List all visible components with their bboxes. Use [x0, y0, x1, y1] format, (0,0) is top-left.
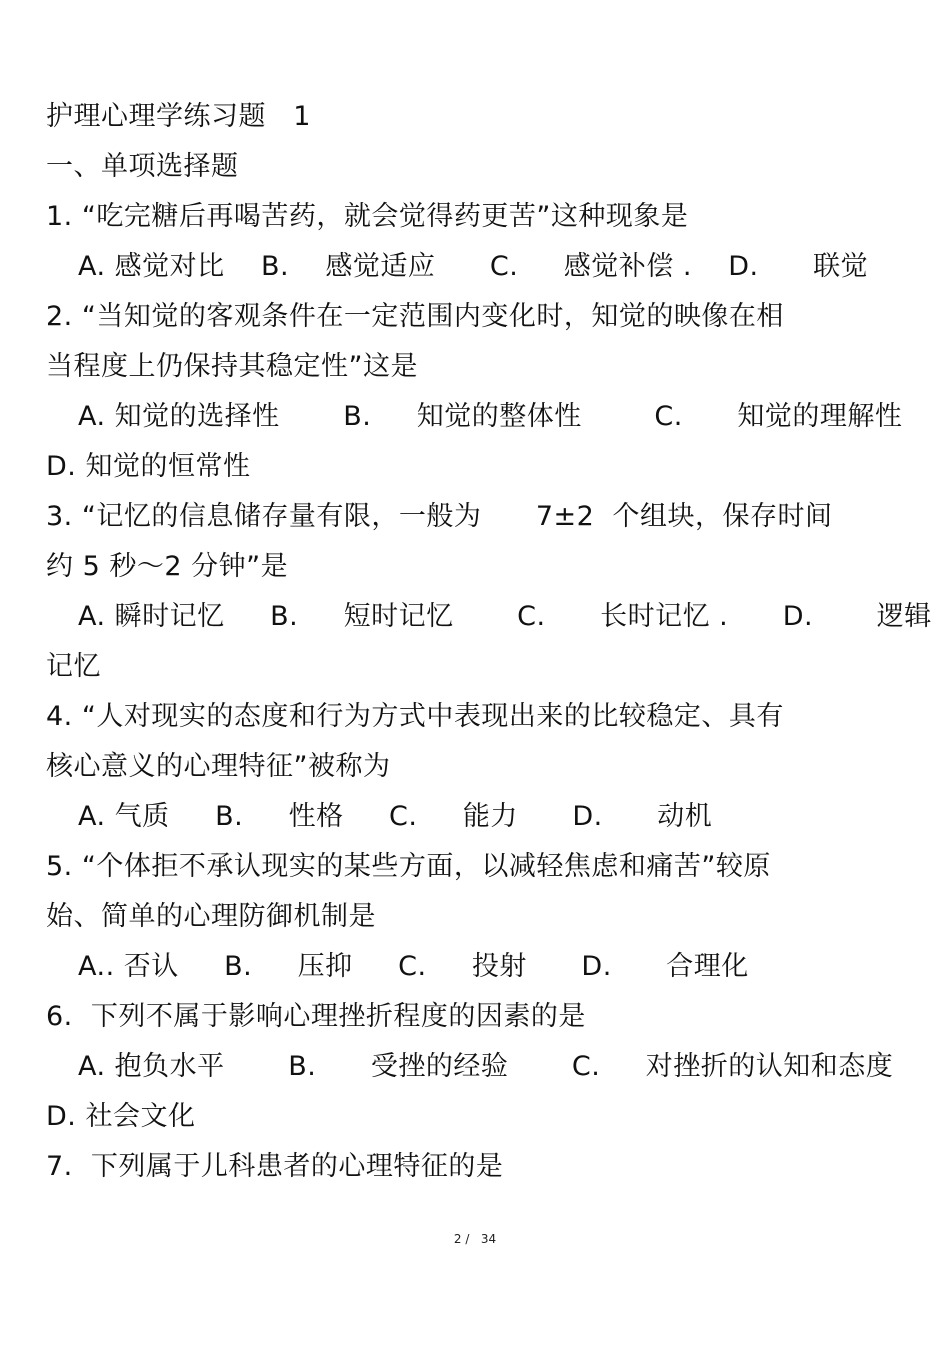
- question-6-option-d: D. 社会文化: [46, 1101, 196, 1132]
- question-2: 2. “当知觉的客观条件在一定范围内变化时，知觉的映像在相: [46, 301, 784, 332]
- question-5: 5. “个体拒不承认现实的某些方面，以减轻焦虑和痛苦”较原: [46, 851, 771, 882]
- question-5-options: A.. 否认 B. 压抑 C. 投射 D. 合理化: [78, 951, 749, 982]
- question-6-options: A. 抱负水平 B. 受挫的经验 C. 对挫折的认知和态度: [78, 1051, 894, 1082]
- question-6: 6. 下列不属于影响心理挫折程度的因素的是: [46, 1001, 586, 1032]
- question-5-continued: 始、简单的心理防御机制是: [46, 901, 376, 932]
- question-1-options: A. 感觉对比 B. 感觉适应 C. 感觉补偿 . D. 联觉: [78, 251, 869, 282]
- page-indicator: 2 / 34: [453, 1232, 497, 1246]
- question-3-options-continued: 记忆: [46, 651, 101, 682]
- question-4-continued: 核心意义的心理特征”被称为: [46, 751, 391, 782]
- question-2-options: A. 知觉的选择性 B. 知觉的整体性 C. 知觉的理解性: [78, 401, 903, 432]
- question-2-option-d: D. 知觉的恒常性: [46, 451, 251, 482]
- question-7: 7. 下列属于儿科患者的心理特征的是: [46, 1151, 504, 1182]
- question-3: 3. “记忆的信息储存量有限，一般为 7±2 个组块，保存时间: [46, 501, 833, 532]
- question-3-options: A. 瞬时记忆 B. 短时记忆 C. 长时记忆 . D. 逻辑: [78, 601, 932, 632]
- question-4: 4. “人对现实的态度和行为方式中表现出来的比较稳定、具有: [46, 701, 784, 732]
- question-2-continued: 当程度上仍保持其稳定性”这是: [46, 351, 418, 382]
- question-3-continued: 约 5 秒～2 分钟”是: [46, 551, 289, 582]
- document-title: 护理心理学练习题 1: [46, 101, 311, 132]
- section-heading: 一、单项选择题: [46, 151, 239, 182]
- question-1: 1. “吃完糖后再喝苦药，就会觉得药更苦”这种现象是: [46, 201, 689, 232]
- question-4-options: A. 气质 B. 性格 C. 能力 D. 动机: [78, 801, 713, 832]
